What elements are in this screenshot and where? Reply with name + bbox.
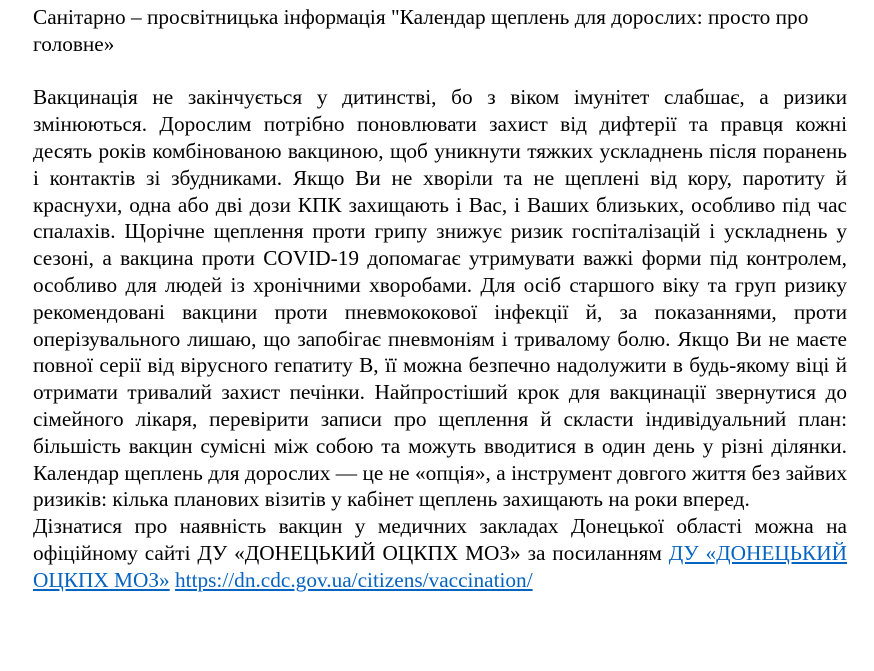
footer-text: Дізнатися про наявність вакцин у медичних закладах Донецької області можна на офіційному сайті ДУ «ДОНЕЦЬКИЙ ОЦКПХ МОЗ» за посиланням: [33, 514, 847, 565]
footer-paragraph: [33, 513, 847, 593]
footer-link-label[interactable]: ДУ «ДОНЕЦЬКИЙ ОЦКПХ МОЗ»: [33, 540, 847, 592]
document-title: Санітарно – просвітницька інформація "Календар щеплень для дорослих: просто про головне»: [33, 5, 809, 56]
document-page: [33, 4, 847, 594]
body-paragraph: Вакцинація не закінчується у дитинстві, бо з віком імунітет слабшає, а ризики змінюються. Дорослим потрібно поновлювати захист від дифтерії та правця кожні десять років комбінованою вакциною, щоб уникнути тяжких ускладнень після поранень і контактів зі збудниками. Якщо Ви не хворіли та не щеплені від кору, паротиту й краснухи, одна або дві дози КПК захищають і Вас, і Ваших близьких, особливо під час спалахів. Щорічне щеплення проти грипу знижує ризик госпіталізацій і ускладнень у сезоні, а вакцина проти COVID-19 допомагає утримувати важкі форми під контролем, особливо для людей із хронічними хворобами. Для осіб старшого віку та груп ризику рекомендовані вакцини проти пневмококової інфекції й, за показаннями, проти оперізувального лишаю, що запобігає пневмоніям і тривалому болю. Якщо Ви не маєте повної серії від вірусного гепатиту В, її можна безпечно надолужити в будь-якому віці й отримати тривалий захист печінки. Найпростіший крок для вакцинації звернутися до сімейного лікаря, перевірити записи про щеплення й скласти індивідуальний план: більшість вакцин сумісні між собою та можуть вводитися в один день у різні ділянки. Календар щеплень для дорослих — це не «опція», а інструмент довгого життя без зайвих ризиків: кілька планових візитів у кабінет щеплень захищають на роки вперед.: [33, 85, 847, 512]
footer-url-link[interactable]: https://dn.cdc.gov.ua/citizens/vaccination/: [175, 567, 533, 592]
blank-line: [33, 58, 847, 85]
